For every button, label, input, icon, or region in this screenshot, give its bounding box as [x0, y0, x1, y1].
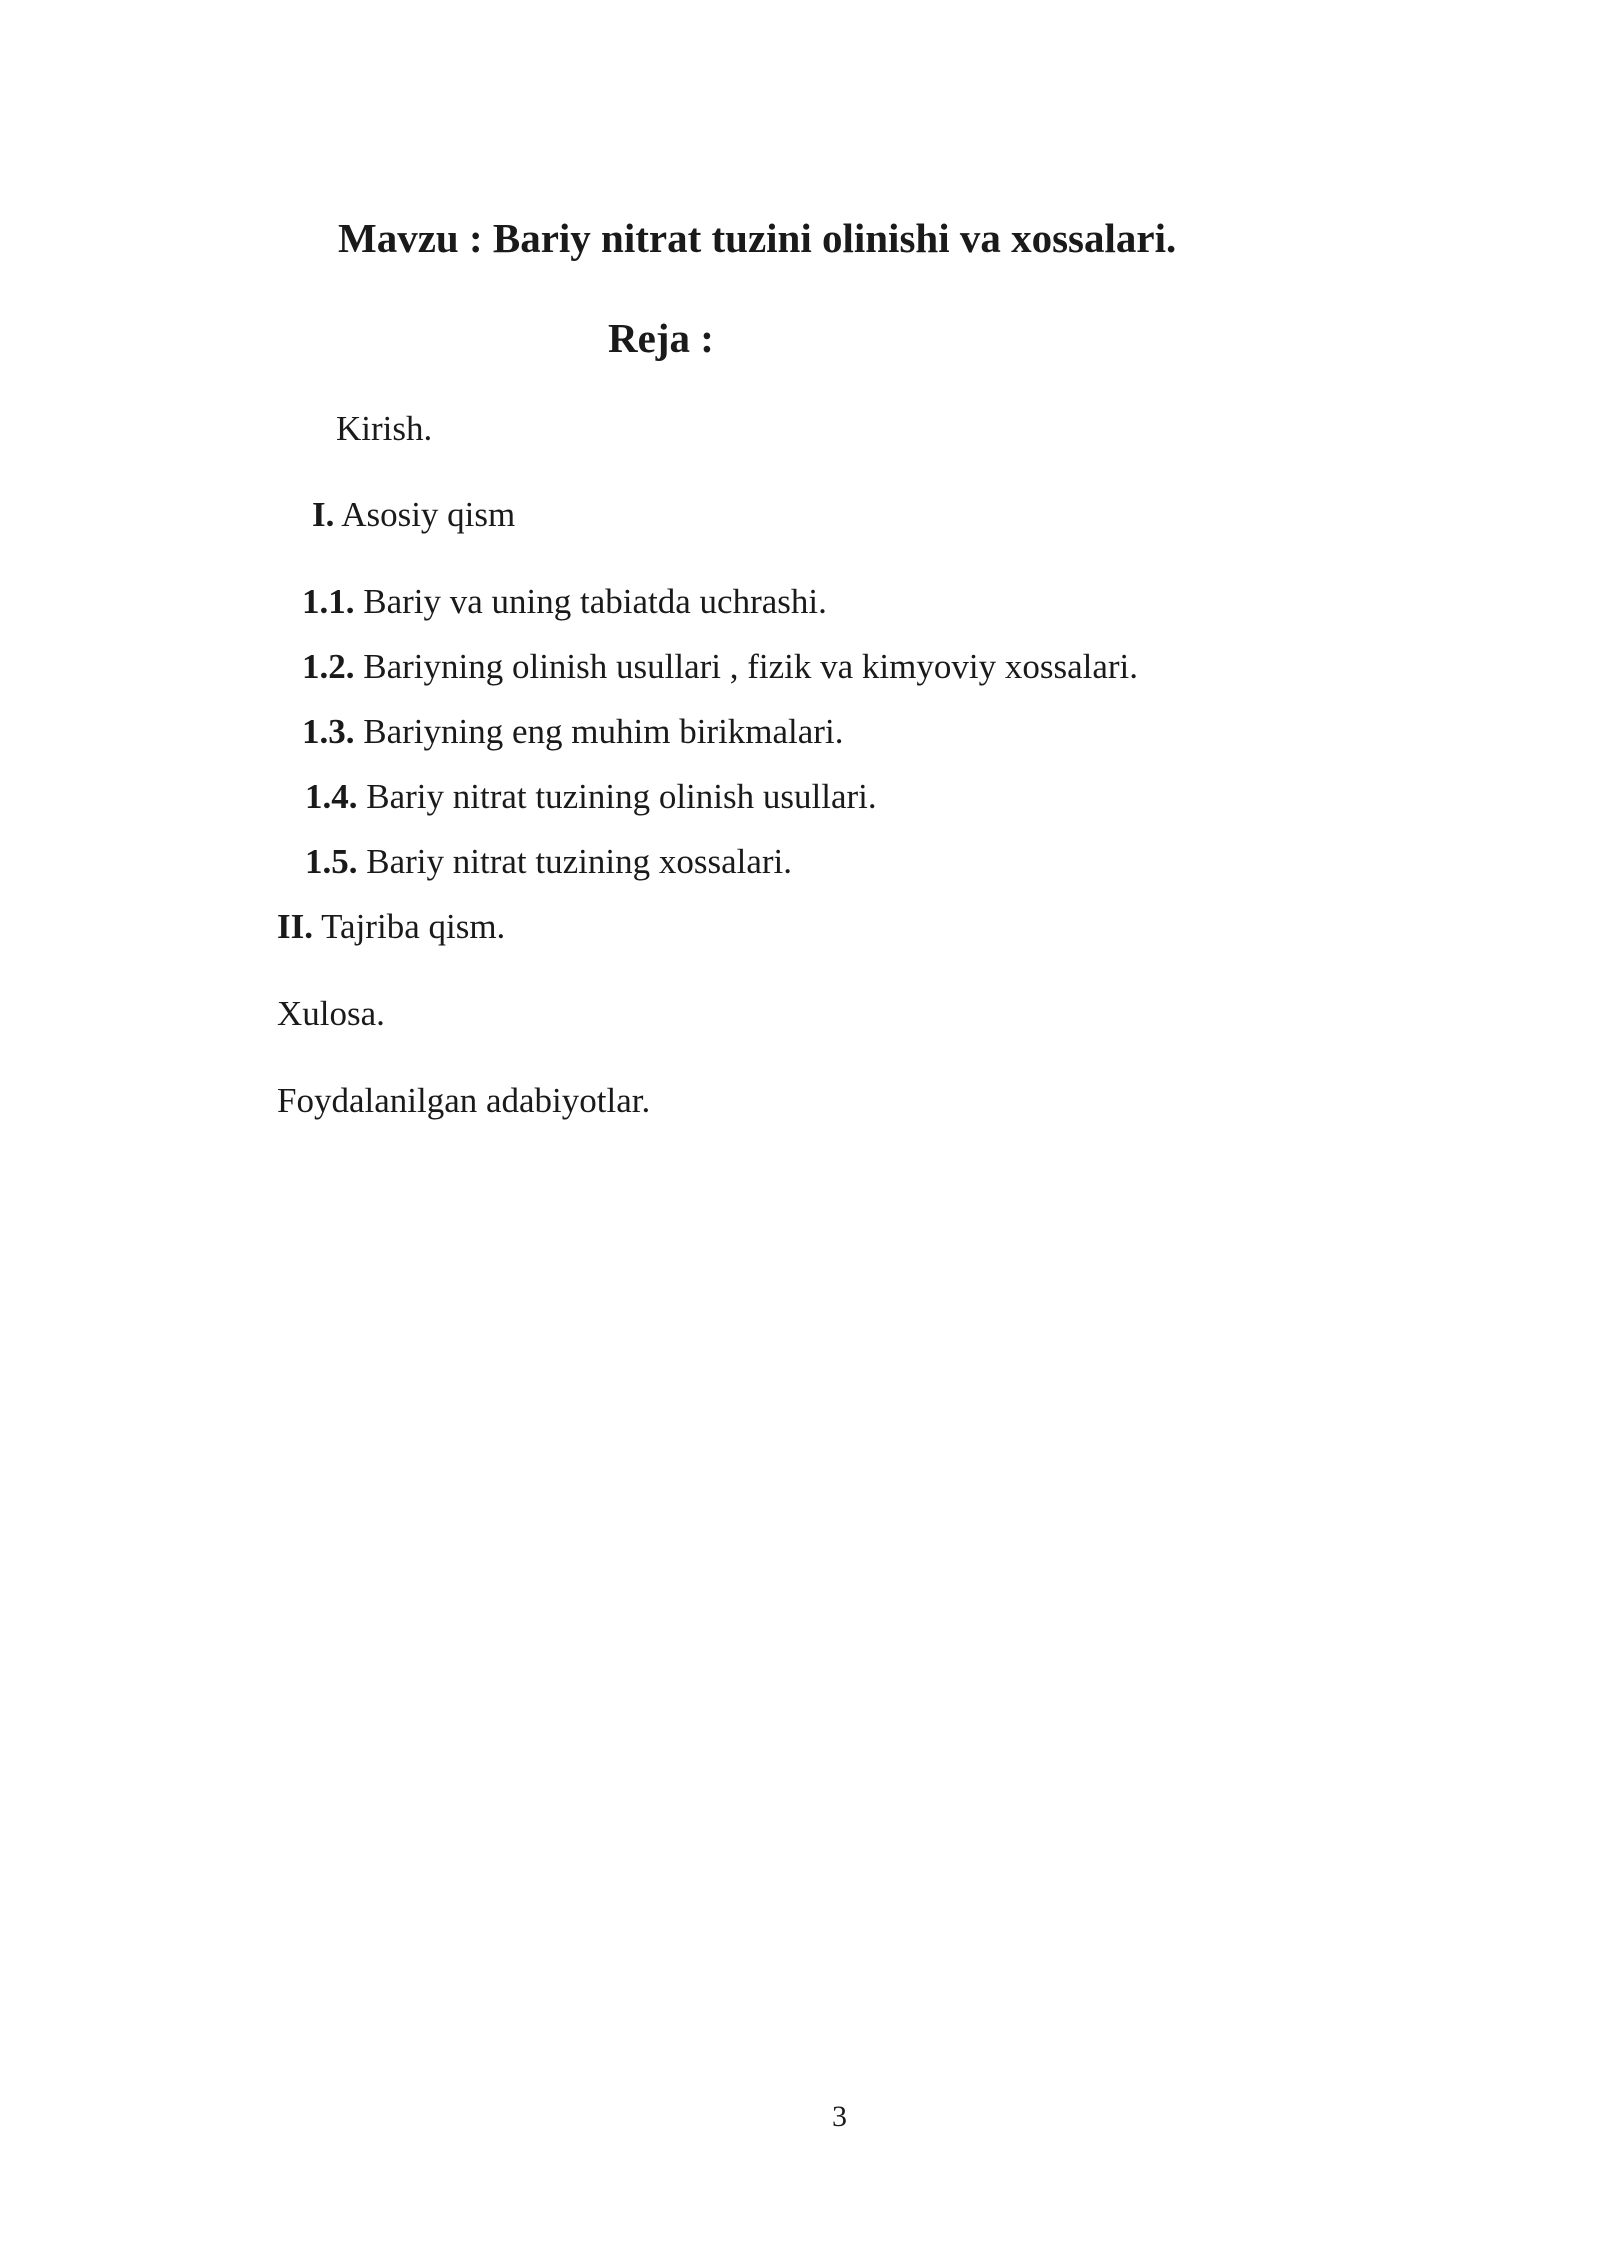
outline-item-text: Kirish. — [336, 409, 433, 448]
outline-item-text: Bariy va uning tabiatda uchrashi. — [354, 582, 827, 621]
document-subtitle: Reja : — [608, 315, 714, 361]
outline-item-1-3 — [302, 711, 843, 753]
outline-item-text: Foydalanilgan adabiyotlar. — [277, 1081, 651, 1120]
outline-item-main-part — [312, 494, 515, 536]
outline-item-1-5 — [305, 841, 792, 883]
outline-item-number: 1.2. — [302, 647, 355, 686]
outline-item-conclusion — [277, 993, 385, 1035]
outline-item-number: 1.4. — [305, 777, 358, 816]
document-title: Mavzu : Bariy nitrat tuzini olinishi va xossalari. — [338, 215, 1177, 261]
outline-item-1-4 — [305, 776, 877, 818]
outline-item-text: Asosiy qism — [334, 495, 516, 534]
outline-item-text: Tajriba qism. — [313, 907, 506, 946]
outline-item-text: Xulosa. — [277, 994, 385, 1033]
outline-item-text: Bariy nitrat tuzining olinish usullari. — [357, 777, 877, 816]
outline-item-number: 1.1. — [302, 582, 355, 621]
outline-item-intro — [336, 408, 432, 450]
outline-item-1-1 — [302, 581, 827, 623]
outline-item-text: Bariy nitrat tuzining xossalari. — [357, 842, 792, 881]
outline-item-number: II. — [277, 907, 313, 946]
outline-item-number: 1.3. — [302, 712, 355, 751]
page-number: 3 — [832, 2100, 847, 2133]
outline-item-text: Bariyning olinish usullari , fizik va kimyoviy xossalari. — [354, 647, 1139, 686]
outline-item-number: I. — [312, 495, 335, 534]
outline-item-1-2 — [302, 646, 1138, 688]
outline-item-experimental-part — [277, 906, 505, 948]
outline-item-text: Bariyning eng muhim birikmalari. — [354, 712, 844, 751]
outline-item-number: 1.5. — [305, 842, 358, 881]
outline-item-references — [277, 1080, 650, 1122]
